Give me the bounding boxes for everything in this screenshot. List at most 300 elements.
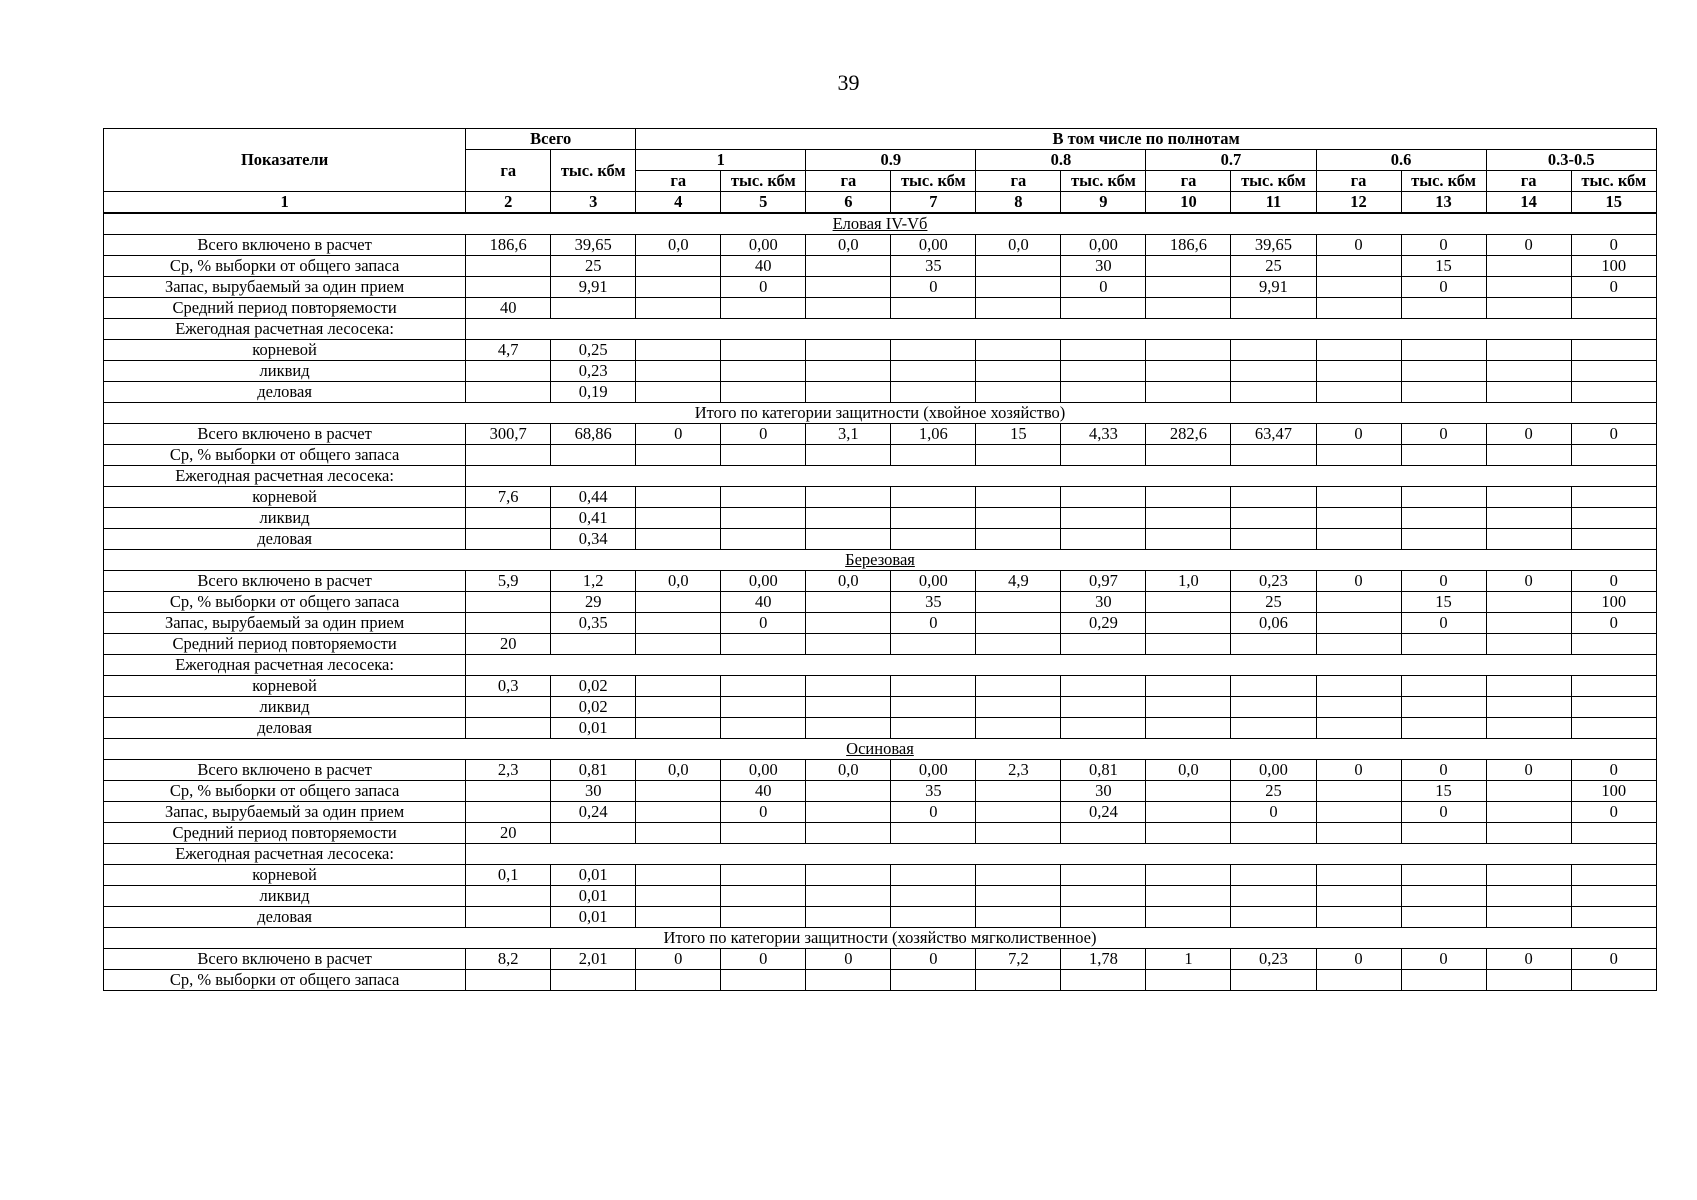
table-cell	[1146, 634, 1231, 655]
table-cell: 15	[1401, 256, 1486, 277]
table-cell	[636, 865, 721, 886]
table-cell	[806, 697, 891, 718]
table-cell	[806, 886, 891, 907]
row-label: Всего включено в расчет	[104, 949, 466, 970]
row-label: Всего включено в расчет	[104, 571, 466, 592]
row-label: корневой	[104, 340, 466, 361]
table-cell	[1316, 634, 1401, 655]
table-cell: 0	[891, 802, 976, 823]
table-cell: 4,33	[1061, 424, 1146, 445]
table-cell: 0	[721, 802, 806, 823]
table-cell	[636, 634, 721, 655]
header-density: 0.3-0.5	[1486, 150, 1656, 171]
table-cell	[1571, 529, 1656, 550]
table-cell	[1486, 592, 1571, 613]
table-cell	[1571, 382, 1656, 403]
table-cell	[466, 781, 551, 802]
table-cell	[806, 823, 891, 844]
table-cell	[1316, 865, 1401, 886]
table-row	[104, 508, 1657, 529]
section-title-row	[104, 403, 1657, 424]
table-cell: 25	[551, 256, 636, 277]
table-cell: 35	[891, 256, 976, 277]
table-cell	[466, 529, 551, 550]
table-cell	[976, 907, 1061, 928]
header-unit-ha: га	[976, 171, 1061, 192]
table-cell: 0	[806, 949, 891, 970]
table-cell	[1146, 886, 1231, 907]
row-label: Ежегодная расчетная лесосека:	[104, 844, 466, 865]
table-cell	[1486, 298, 1571, 319]
table-row	[104, 697, 1657, 718]
row-label: ликвид	[104, 508, 466, 529]
table-row	[104, 718, 1657, 739]
row-label: деловая	[104, 907, 466, 928]
table-cell	[466, 613, 551, 634]
table-cell	[976, 361, 1061, 382]
table-row	[104, 445, 1657, 466]
table-row	[104, 949, 1657, 970]
table-cell	[1231, 634, 1316, 655]
table-cell	[1486, 487, 1571, 508]
table-cell	[466, 907, 551, 928]
table-cell: 0,24	[1061, 802, 1146, 823]
row-label: Ср, % выборки от общего запаса	[104, 970, 466, 991]
table-cell	[1146, 445, 1231, 466]
table-cell	[1061, 445, 1146, 466]
table-cell	[1061, 298, 1146, 319]
table-cell	[1571, 970, 1656, 991]
table-cell: 0,00	[721, 571, 806, 592]
table-cell	[636, 907, 721, 928]
table-cell: 9,91	[551, 277, 636, 298]
table-cell	[636, 340, 721, 361]
section-title	[104, 403, 1657, 424]
table-cell	[1486, 802, 1571, 823]
table-cell	[891, 676, 976, 697]
row-label: корневой	[104, 865, 466, 886]
table-cell: 0,0	[1146, 760, 1231, 781]
table-cell	[466, 970, 551, 991]
table-cell	[721, 865, 806, 886]
table-cell	[1061, 907, 1146, 928]
column-number: 12	[1316, 192, 1401, 214]
table-cell	[636, 529, 721, 550]
table-cell	[721, 529, 806, 550]
table-cell	[1486, 970, 1571, 991]
row-label: ликвид	[104, 886, 466, 907]
table-cell	[976, 697, 1061, 718]
table-cell	[1146, 907, 1231, 928]
row-label: корневой	[104, 487, 466, 508]
table-cell: 0	[1571, 571, 1656, 592]
table-cell	[806, 970, 891, 991]
table-row	[104, 823, 1657, 844]
table-cell	[976, 487, 1061, 508]
table-cell: 186,6	[1146, 235, 1231, 256]
header-unit-ha: га	[1146, 171, 1231, 192]
row-label: Средний период повторяемости	[104, 298, 466, 319]
table-cell	[976, 865, 1061, 886]
table-cell	[891, 634, 976, 655]
table-cell	[1231, 529, 1316, 550]
table-cell: 0	[636, 949, 721, 970]
section-title-text: Березовая	[845, 550, 915, 569]
table-cell	[976, 823, 1061, 844]
table-cell: 40	[721, 592, 806, 613]
table-cell: 0,81	[1061, 760, 1146, 781]
table-cell	[1571, 886, 1656, 907]
table-cell	[1486, 697, 1571, 718]
table-cell	[1316, 340, 1401, 361]
column-number: 11	[1231, 192, 1316, 214]
table-cell	[1316, 697, 1401, 718]
table-cell	[806, 865, 891, 886]
table-cell	[1146, 382, 1231, 403]
table-cell: 0,0	[636, 571, 721, 592]
section-title-text: Итого по категории защитности (хвойное хозяйство)	[694, 403, 1066, 422]
table-cell	[1571, 865, 1656, 886]
table-cell	[721, 886, 806, 907]
table-cell	[1401, 823, 1486, 844]
table-row	[104, 676, 1657, 697]
table-cell	[976, 256, 1061, 277]
table-cell: 30	[1061, 256, 1146, 277]
table-cell: 0	[1486, 235, 1571, 256]
table-cell	[806, 718, 891, 739]
table-cell	[636, 487, 721, 508]
table-cell: 8,2	[466, 949, 551, 970]
table-cell	[806, 508, 891, 529]
header-unit-ha: га	[636, 171, 721, 192]
row-empty-span	[466, 844, 1657, 865]
table-cell	[1401, 529, 1486, 550]
table-cell: 0,0	[636, 235, 721, 256]
table-cell	[551, 823, 636, 844]
table-cell	[636, 361, 721, 382]
column-number: 15	[1571, 192, 1656, 214]
table-cell: 20	[466, 634, 551, 655]
table-cell	[1231, 382, 1316, 403]
table-cell	[551, 298, 636, 319]
table-cell	[1401, 508, 1486, 529]
section-title-text: Еловая IV-Vб	[832, 214, 928, 233]
table-row	[104, 277, 1657, 298]
table-cell: 9,91	[1231, 277, 1316, 298]
table-cell	[976, 634, 1061, 655]
table-cell	[721, 718, 806, 739]
table-cell	[1231, 970, 1316, 991]
table-cell	[466, 508, 551, 529]
table-cell: 0,29	[1061, 613, 1146, 634]
table-cell	[1231, 508, 1316, 529]
column-number: 7	[891, 192, 976, 214]
header-unit-vol: тыс. кбм	[721, 171, 806, 192]
table-cell	[1146, 781, 1231, 802]
table-cell	[636, 970, 721, 991]
table-cell	[1401, 298, 1486, 319]
table-cell: 1	[1146, 949, 1231, 970]
table-cell: 15	[1401, 592, 1486, 613]
table-cell	[1486, 676, 1571, 697]
header-indicators: Показатели	[104, 129, 466, 192]
table-cell: 0	[1571, 613, 1656, 634]
table-cell	[721, 487, 806, 508]
table-row	[104, 571, 1657, 592]
table-cell: 25	[1231, 781, 1316, 802]
table-row	[104, 340, 1657, 361]
table-cell	[806, 592, 891, 613]
table-cell	[976, 340, 1061, 361]
table-cell: 2,3	[466, 760, 551, 781]
table-cell: 0,01	[551, 886, 636, 907]
table-cell: 0	[1401, 613, 1486, 634]
table-cell	[806, 802, 891, 823]
table-cell	[891, 697, 976, 718]
row-label: Средний период повторяемости	[104, 823, 466, 844]
table-cell	[1401, 361, 1486, 382]
table-cell: 186,6	[466, 235, 551, 256]
table-cell	[1401, 907, 1486, 928]
table-cell	[551, 445, 636, 466]
table-cell: 0	[721, 613, 806, 634]
table-cell	[1486, 508, 1571, 529]
table-cell: 0	[891, 613, 976, 634]
table-cell	[1401, 970, 1486, 991]
table-cell	[636, 676, 721, 697]
table-cell	[1316, 487, 1401, 508]
table-cell	[1316, 718, 1401, 739]
header-by-density: В том числе по полнотам	[636, 129, 1657, 150]
table-cell: 1,78	[1061, 949, 1146, 970]
table-cell	[1316, 361, 1401, 382]
table-cell	[551, 970, 636, 991]
table-row	[104, 760, 1657, 781]
row-label: ликвид	[104, 361, 466, 382]
table-cell	[891, 529, 976, 550]
table-cell	[1401, 865, 1486, 886]
section-title	[104, 213, 1657, 235]
table-cell	[1571, 298, 1656, 319]
table-cell	[1146, 508, 1231, 529]
table-cell	[721, 445, 806, 466]
section-title	[104, 739, 1657, 760]
table-cell	[1061, 382, 1146, 403]
table-cell: 0	[1231, 802, 1316, 823]
table-cell	[1061, 865, 1146, 886]
table-row	[104, 256, 1657, 277]
header-unit-ha: га	[1316, 171, 1401, 192]
table-cell	[891, 865, 976, 886]
table-cell	[1061, 508, 1146, 529]
column-number: 8	[976, 192, 1061, 214]
row-empty-span	[466, 655, 1657, 676]
row-label: Запас, вырубаемый за один прием	[104, 802, 466, 823]
column-number: 9	[1061, 192, 1146, 214]
table-cell: 0	[1571, 277, 1656, 298]
table-cell: 40	[721, 781, 806, 802]
table-cell	[1571, 487, 1656, 508]
table-cell	[1146, 256, 1231, 277]
table-cell	[1146, 676, 1231, 697]
table-cell	[976, 970, 1061, 991]
table-cell	[636, 298, 721, 319]
table-cell	[1401, 382, 1486, 403]
table-cell: 25	[1231, 256, 1316, 277]
table-cell	[1571, 907, 1656, 928]
table-cell	[891, 340, 976, 361]
row-label: ликвид	[104, 697, 466, 718]
table-row	[104, 781, 1657, 802]
table-cell	[1316, 298, 1401, 319]
header-unit-ha: га	[1486, 171, 1571, 192]
section-title-row	[104, 928, 1657, 949]
table-cell	[1401, 487, 1486, 508]
table-cell	[1316, 802, 1401, 823]
table-cell: 0,01	[551, 865, 636, 886]
table-cell	[1486, 445, 1571, 466]
table-cell: 0,0	[636, 760, 721, 781]
table-row	[104, 466, 1657, 487]
table-cell	[806, 340, 891, 361]
table-row	[104, 802, 1657, 823]
table-cell: 282,6	[1146, 424, 1231, 445]
table-cell: 29	[551, 592, 636, 613]
row-label: Ср, % выборки от общего запаса	[104, 445, 466, 466]
table-cell	[1146, 340, 1231, 361]
table-cell	[1231, 340, 1316, 361]
table-cell: 0,0	[806, 235, 891, 256]
header-unit-vol: тыс. кбм	[1571, 171, 1656, 192]
table-cell: 30	[551, 781, 636, 802]
table-cell	[721, 823, 806, 844]
table-cell	[636, 718, 721, 739]
table-cell	[721, 508, 806, 529]
column-number: 14	[1486, 192, 1571, 214]
table-cell	[1316, 970, 1401, 991]
row-label: деловая	[104, 718, 466, 739]
table-cell: 0,23	[1231, 949, 1316, 970]
table-cell	[1231, 487, 1316, 508]
table-cell: 0,24	[551, 802, 636, 823]
table-row	[104, 634, 1657, 655]
row-label: Запас, вырубаемый за один прием	[104, 277, 466, 298]
table-cell: 0	[1401, 760, 1486, 781]
table-cell	[891, 361, 976, 382]
table-cell	[1571, 508, 1656, 529]
table-cell	[1316, 886, 1401, 907]
table-cell: 0	[1401, 235, 1486, 256]
table-cell	[466, 445, 551, 466]
table-cell: 0,44	[551, 487, 636, 508]
table-cell	[976, 676, 1061, 697]
table-cell	[1231, 361, 1316, 382]
table-cell	[1146, 361, 1231, 382]
table-cell: 0	[1401, 277, 1486, 298]
table-cell: 4,7	[466, 340, 551, 361]
table-cell	[976, 382, 1061, 403]
table-cell: 0	[1316, 760, 1401, 781]
table-cell	[976, 802, 1061, 823]
table-cell	[806, 781, 891, 802]
header-unit-vol: тыс. кбм	[1061, 171, 1146, 192]
table-cell	[1571, 445, 1656, 466]
table-cell	[636, 886, 721, 907]
table-cell: 1,06	[891, 424, 976, 445]
table-cell	[721, 907, 806, 928]
table-cell	[891, 298, 976, 319]
header-unit-ha: га	[806, 171, 891, 192]
table-cell	[1146, 718, 1231, 739]
table-cell: 100	[1571, 256, 1656, 277]
table-cell: 0,00	[721, 235, 806, 256]
table-cell	[1571, 361, 1656, 382]
table-cell	[721, 340, 806, 361]
table-cell	[1146, 592, 1231, 613]
table-cell	[551, 634, 636, 655]
table-cell: 5,9	[466, 571, 551, 592]
table-cell	[466, 592, 551, 613]
table-cell	[466, 802, 551, 823]
row-label: Всего включено в расчет	[104, 760, 466, 781]
table-row	[104, 235, 1657, 256]
row-label: Всего включено в расчет	[104, 424, 466, 445]
table-row	[104, 970, 1657, 991]
table-cell: 0,23	[551, 361, 636, 382]
table-cell: 0	[891, 277, 976, 298]
column-number: 4	[636, 192, 721, 214]
table-cell	[1316, 508, 1401, 529]
table-cell	[1231, 718, 1316, 739]
table-cell: 2,3	[976, 760, 1061, 781]
row-label: Ср, % выборки от общего запаса	[104, 256, 466, 277]
table-cell	[636, 802, 721, 823]
table-cell	[1061, 697, 1146, 718]
table-cell	[891, 823, 976, 844]
section-title-text: Итого по категории защитности (хозяйство мягколиственное)	[663, 928, 1097, 947]
table-cell: 0	[1316, 949, 1401, 970]
table-cell	[466, 382, 551, 403]
table-cell: 0	[721, 277, 806, 298]
table-cell: 0,01	[551, 907, 636, 928]
table-cell: 0	[1316, 235, 1401, 256]
row-label: Ежегодная расчетная лесосека:	[104, 466, 466, 487]
row-label: Всего включено в расчет	[104, 235, 466, 256]
table-cell: 25	[1231, 592, 1316, 613]
table-cell: 0,0	[806, 760, 891, 781]
table-row	[104, 907, 1657, 928]
table-cell	[1316, 277, 1401, 298]
table-cell	[636, 592, 721, 613]
table-cell	[1571, 634, 1656, 655]
table-cell	[466, 361, 551, 382]
table-cell	[806, 634, 891, 655]
table-cell: 4,9	[976, 571, 1061, 592]
table-cell	[806, 361, 891, 382]
table-cell	[891, 382, 976, 403]
table-cell: 0	[721, 424, 806, 445]
table-cell	[721, 634, 806, 655]
table-cell	[636, 697, 721, 718]
table-cell	[1061, 970, 1146, 991]
table-cell	[1061, 676, 1146, 697]
header-unit-vol: тыс. кбм	[1401, 171, 1486, 192]
table-cell: 0,06	[1231, 613, 1316, 634]
table-cell: 39,65	[1231, 235, 1316, 256]
table-cell: 0,00	[721, 760, 806, 781]
table-cell: 0,19	[551, 382, 636, 403]
table-cell	[976, 613, 1061, 634]
